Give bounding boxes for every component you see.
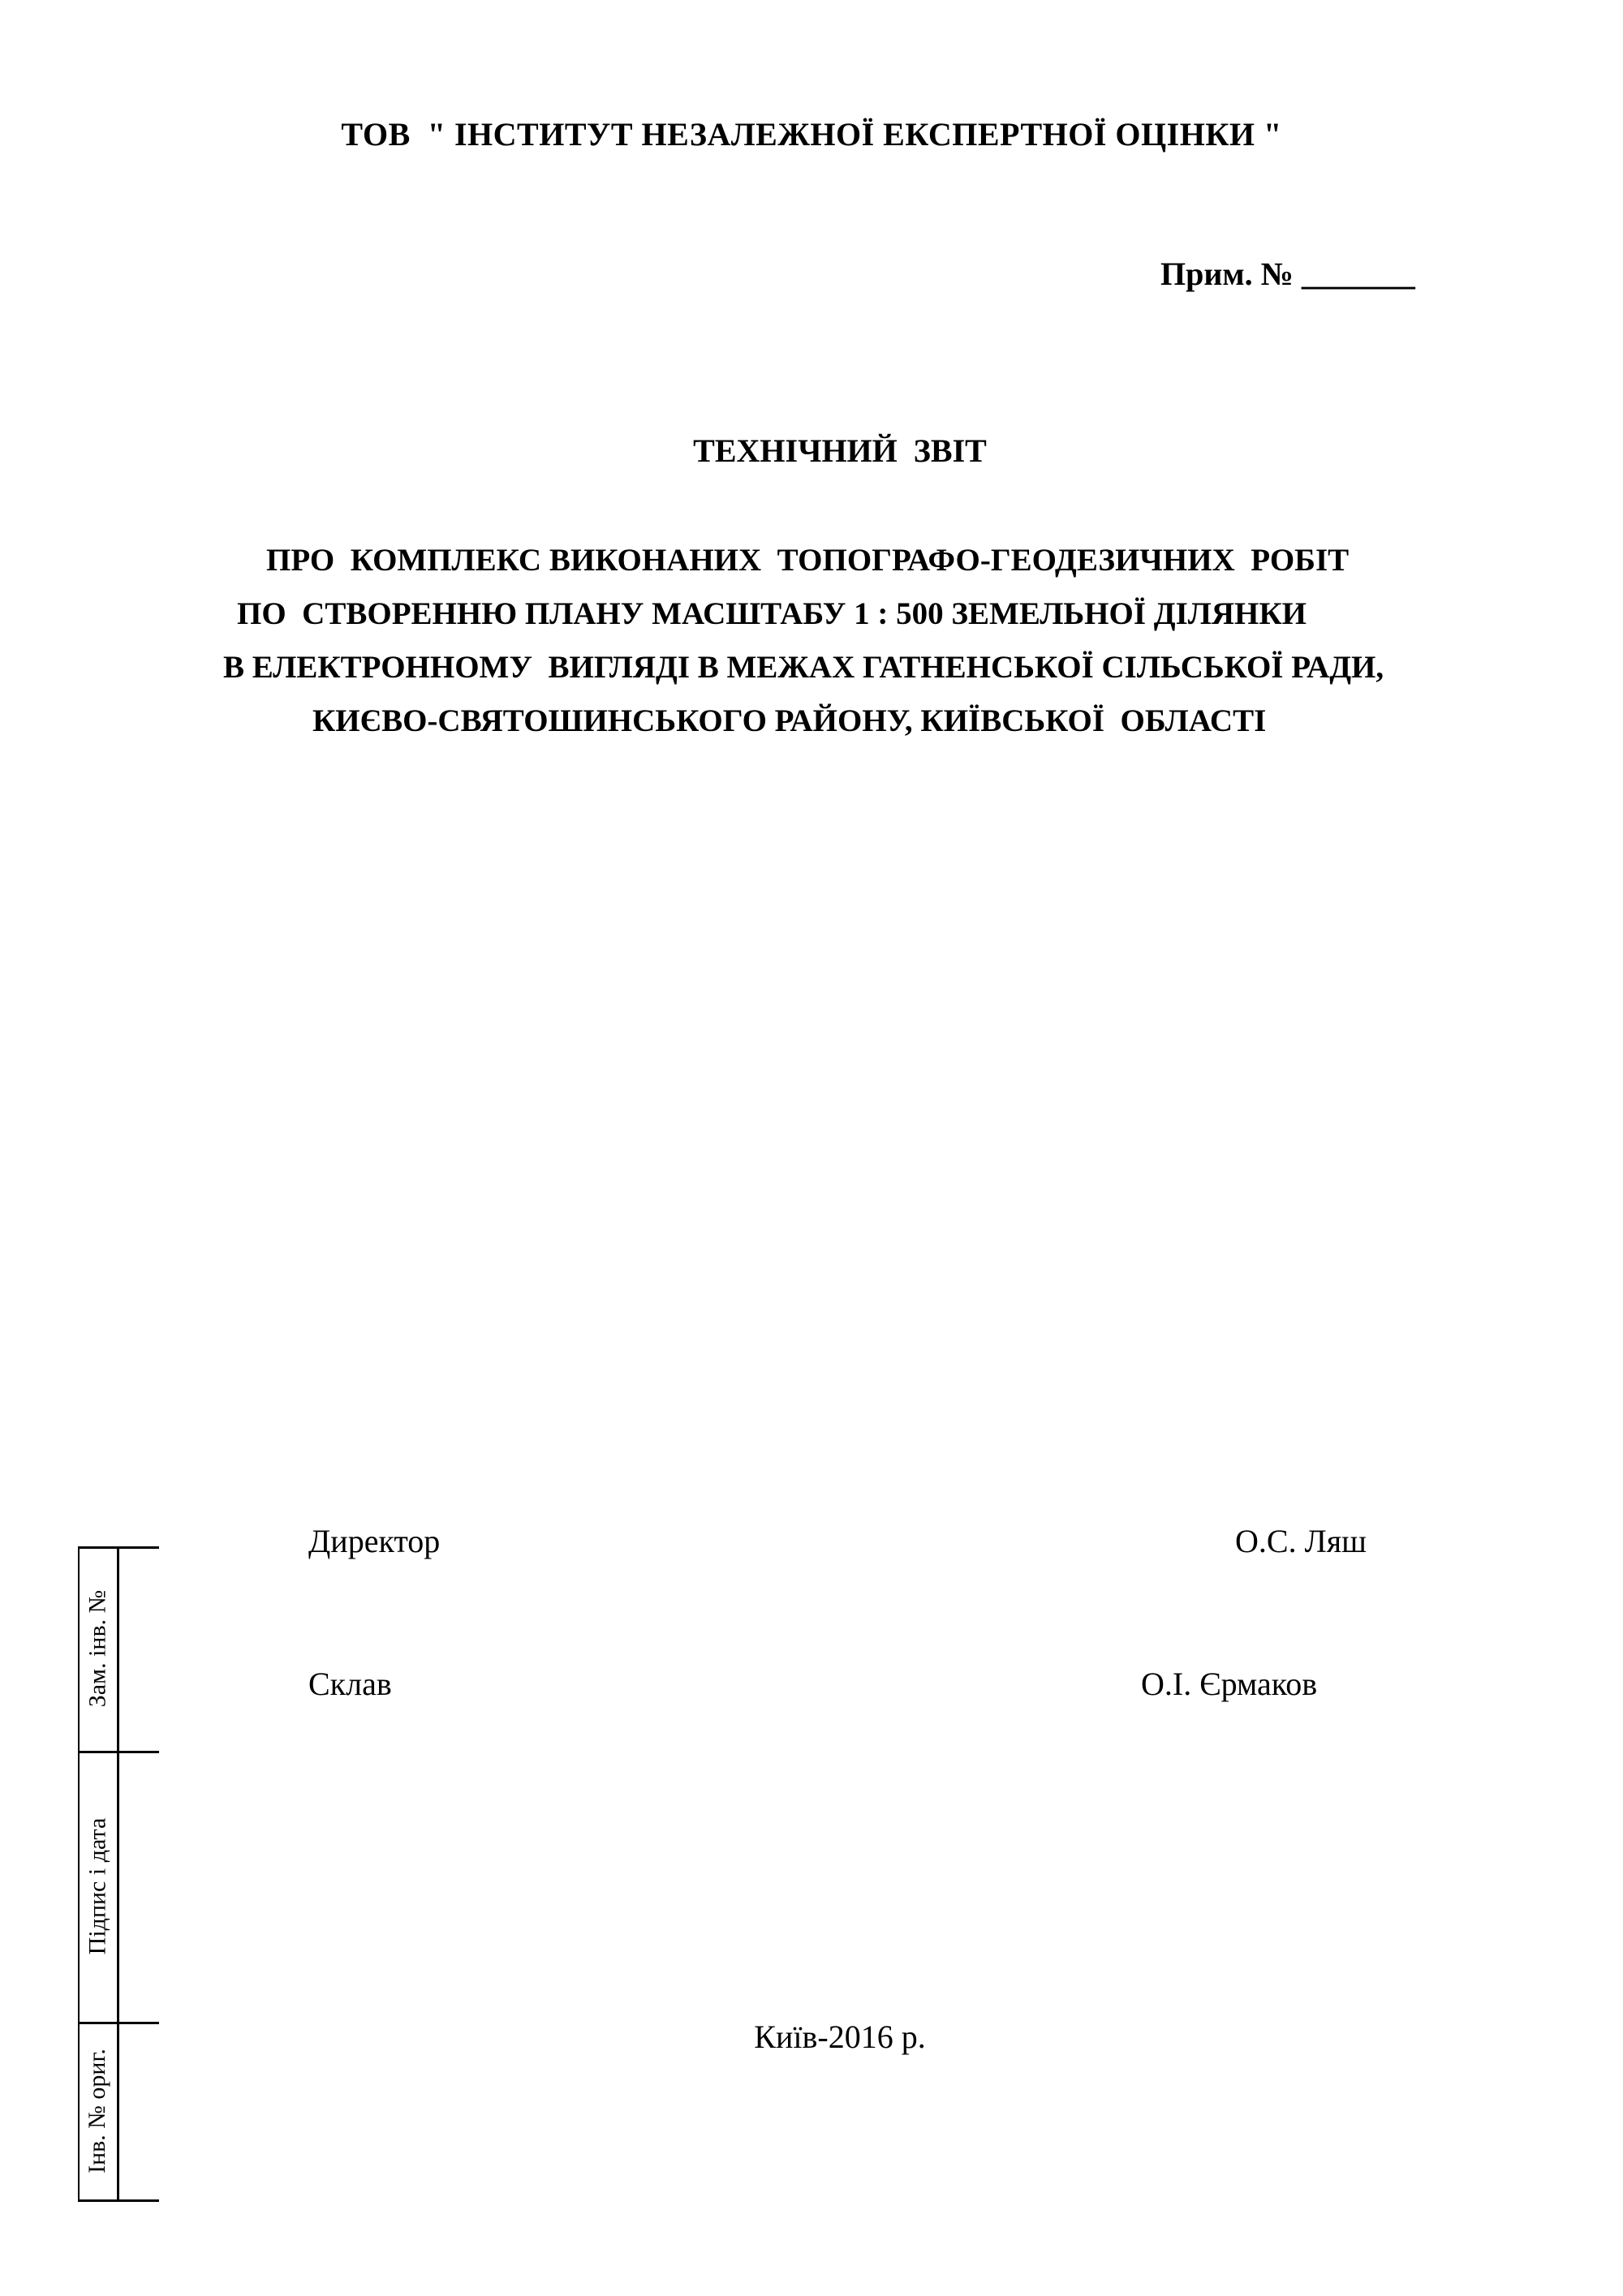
report-title: ТЕХНІЧНИЙ ЗВІТ [693, 432, 987, 469]
subject-line-3: В ЕЛЕКТРОННОМУ ВИГЛЯДІ В МЕЖАХ ГАТНЕНСЬКОЇ СІЛЬСЬКОЇ РАДИ, [223, 650, 1384, 685]
organization-name: ТОВ " ІНСТИТУТ НЕЗАЛЕЖНОЇ ЕКСПЕРТНОЇ ОЦІНКИ " [341, 116, 1282, 153]
stamp-cell-replacement-inv [78, 1546, 117, 1751]
stamp-label-signature-date: Підпис і дата [84, 1817, 110, 1955]
subject-line-4: КИЄВО-СВЯТОШИНСЬКОГО РАЙОНУ, КИЇВСЬКОЇ ОБЛАСТІ [312, 703, 1267, 738]
signature-name-director: О.С. Ляш [1235, 1523, 1367, 1559]
stamp-cell-signature-date [78, 1751, 117, 2022]
inventory-stamp [78, 1546, 159, 2202]
stamp-divider-vertical [117, 1546, 119, 2202]
subject-line-1: ПРО КОМПЛЕКС ВИКОНАНИХ ТОПОГРАФО-ГЕОДЕЗИЧНИХ РОБІТ [266, 543, 1350, 578]
stamp-label-replacement-inv: Зам. інв. № [84, 1589, 111, 1708]
city-year: Київ-2016 р. [754, 2019, 926, 2055]
stamp-rule-bottom [78, 2199, 159, 2202]
signature-role-director: Директор [308, 1523, 441, 1559]
signature-role-compiler: Склав [308, 1666, 392, 1702]
signature-name-compiler: О.І. Єрмаков [1141, 1666, 1318, 1702]
subject-line-2: ПО СТВОРЕННЮ ПЛАНУ МАСШТАБУ 1 : 500 ЗЕМЕЛЬНОЇ ДІЛЯНКИ [237, 596, 1307, 631]
stamp-cell-original-inv [78, 2022, 117, 2199]
stamp-label-original-inv: Інв. № ориг. [84, 2048, 110, 2173]
copy-number: Прим. № _______ [1160, 256, 1415, 292]
